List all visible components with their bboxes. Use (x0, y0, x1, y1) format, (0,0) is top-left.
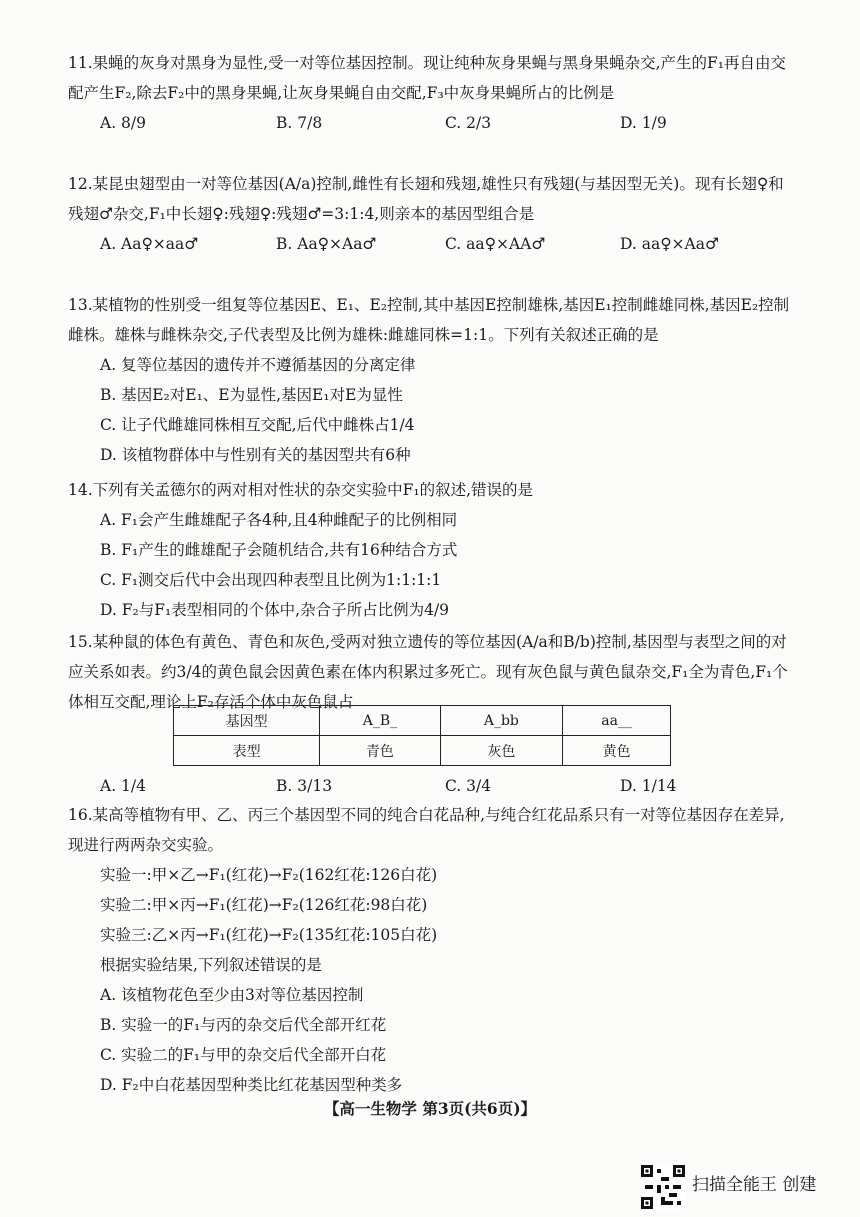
table-cell: aa__ (563, 706, 671, 736)
table-row (174, 736, 671, 766)
option-d[interactable]: D. aa♀×Aa♂ (620, 235, 719, 253)
option-c[interactable]: C. F₁测交后代中会出现四种表型且比例为1:1:1:1 (100, 571, 442, 589)
option-d[interactable]: D. 1/14 (620, 777, 677, 795)
qr-code-icon (641, 1165, 685, 1209)
question-11 (68, 48, 793, 138)
option-d[interactable]: D. 1/9 (620, 114, 667, 132)
option-b[interactable]: B. 实验一的F₁与丙的杂交后代全部开红花 (100, 1016, 387, 1034)
table-cell: 表型 (174, 736, 320, 766)
question-13-stem: 13.某植物的性别受一组复等位基因E、E₁、E₂控制,其中基因E控制雄株,基因E₁控制雌雄同株,基因E₂控制雌株。雄株与雌株杂交,子代表型及比例为雄株:雌雄同株=1:1。下列有关叙述正确的是 (68, 296, 790, 344)
table-row (174, 706, 671, 736)
option-d[interactable]: D. 该植物群体中与性别有关的基因型共有6种 (100, 446, 411, 464)
experiment-1: 实验一:甲×乙→F₁(红花)→F₂(162红花:126白花) (100, 866, 438, 884)
option-a[interactable]: A. F₁会产生雌雄配子各4种,且4种雌配子的比例相同 (100, 511, 458, 529)
experiment-3: 实验三:乙×丙→F₁(红花)→F₂(135红花:105白花) (100, 926, 438, 944)
option-a[interactable]: A. 1/4 (100, 777, 146, 795)
option-c[interactable]: C. 实验二的F₁与甲的杂交后代全部开白花 (100, 1046, 387, 1064)
question-14-stem: 14.下列有关孟德尔的两对相对性状的杂交实验中F₁的叙述,错误的是 (68, 481, 534, 499)
option-a[interactable]: A. 8/9 (100, 114, 146, 132)
question-12 (68, 169, 793, 259)
scan-app-watermark: 扫描全能王 创建 (692, 1175, 817, 1195)
option-a[interactable]: A. Aa♀×aa♂ (100, 235, 199, 253)
table-cell: 青色 (320, 736, 440, 766)
question-11-stem: 11.果蝇的灰身对黑身为显性,受一对等位基因控制。现让纯种灰身果蝇与黑身果蝇杂交,产生的F₁再自由交配产生F₂,除去F₂中的黑身果蝇,让灰身果蝇自由交配,F₃中灰身果蝇所占的比例是 (68, 54, 786, 102)
question-16-lead: 根据实验结果,下列叙述错误的是 (100, 956, 322, 974)
option-c[interactable]: C. 2/3 (445, 114, 492, 132)
table-cell: 基因型 (174, 706, 320, 736)
genotype-phenotype-table (173, 705, 671, 766)
option-b[interactable]: B. 7/8 (276, 114, 323, 132)
question-15-stem: 15.某种鼠的体色有黄色、青色和灰色,受两对独立遗传的等位基因(A/a和B/b)控制,基因型与表型之间的对应关系如表。约3/4的黄色鼠会因黄色素在体内积累过多死亡。现有灰色鼠与黄色鼠杂交,F₁全为青色,F₁个体相互交配,理论上F₂存活个体中灰色鼠占 (68, 633, 788, 711)
option-b[interactable]: B. F₁产生的雌雄配子会随机结合,共有16种结合方式 (100, 541, 458, 559)
option-b[interactable]: B. 3/13 (276, 777, 333, 795)
question-12-options (68, 229, 793, 259)
option-a[interactable]: A. 复等位基因的遗传并不遵循基因的分离定律 (100, 356, 416, 374)
table-cell: 灰色 (440, 736, 563, 766)
option-c[interactable]: C. aa♀×AA♂ (445, 235, 546, 253)
question-15-options (68, 771, 793, 801)
option-b[interactable]: B. Aa♀×Aa♂ (276, 235, 377, 253)
table-cell: A_B_ (320, 706, 440, 736)
question-16 (68, 800, 793, 1100)
option-a[interactable]: A. 该植物花色至少由3对等位基因控制 (100, 986, 364, 1004)
option-b[interactable]: B. 基因E₂对E₁、E为显性,基因E₁对E为显性 (100, 386, 403, 404)
question-15 (68, 627, 793, 717)
option-d[interactable]: D. F₂与F₁表型相同的个体中,杂合子所占比例为4/9 (100, 601, 450, 619)
question-13 (68, 290, 793, 470)
option-c[interactable]: C. 让子代雌雄同株相互交配,后代中雌株占1/4 (100, 416, 415, 434)
table-cell: 黄色 (563, 736, 671, 766)
option-d[interactable]: D. F₂中白花基因型种类比红花基因型种类多 (100, 1076, 403, 1094)
option-c[interactable]: C. 3/4 (445, 777, 492, 795)
question-11-options (68, 108, 793, 138)
page-footer: 【高一生物学 第3页(共6页)】 (323, 1099, 537, 1118)
experiment-2: 实验二:甲×丙→F₁(红花)→F₂(126红花:98白花) (100, 896, 428, 914)
question-14 (68, 475, 793, 625)
question-12-stem: 12.某昆虫翅型由一对等位基因(A/a)控制,雌性有长翅和残翅,雄性只有残翅(与基因型无关)。现有长翅♀和残翅♂杂交,F₁中长翅♀:残翅♀:残翅♂=3:1:4,则亲本的基因型组合是 (68, 175, 784, 223)
table-cell: A_bb (440, 706, 563, 736)
question-16-stem: 16.某高等植物有甲、乙、丙三个基因型不同的纯合白花品种,与纯合红花品系只有一对等位基因存在差异,现进行两两杂交实验。 (68, 806, 785, 854)
